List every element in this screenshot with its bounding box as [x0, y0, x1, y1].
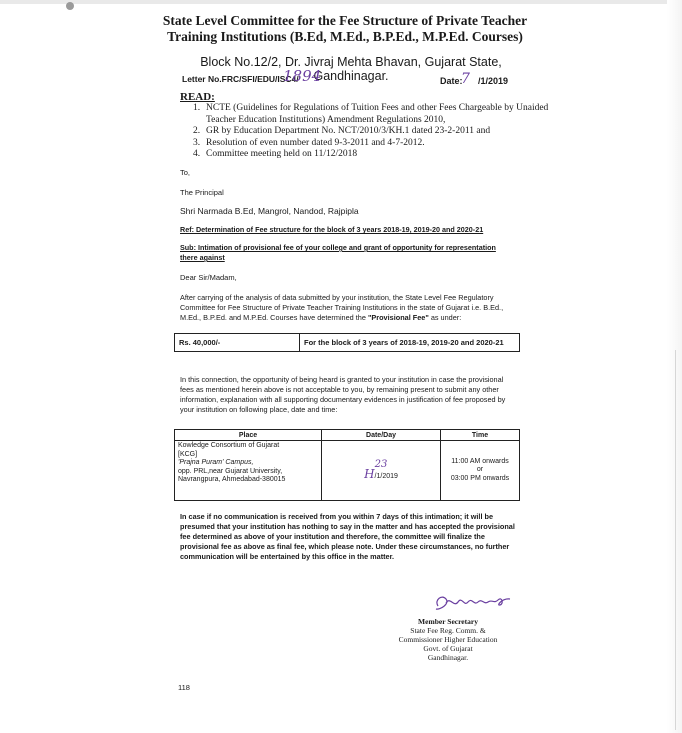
addressee: The Principal [180, 188, 224, 197]
date-month-year: /1/2019 [374, 472, 398, 480]
scan-dot-mark [66, 2, 74, 10]
reference-item: 1. NCTE (Guidelines for Regulations of Tuition Fees and other Fees Chargeable by Unaided Teacher Education Institutions) Amendment Regulations 2010, [193, 103, 549, 125]
provisional-fee-table [174, 333, 520, 352]
time-cell: 11:00 AM onwards or 03:00 PM onwards [441, 441, 520, 501]
letter-number-label: Letter No.FRC/SFI/EDU/ISC4/ [182, 74, 299, 84]
place-cell: Kowledge Consortium of Gujarat [KCG] 'Prajna Puram' Campus, opp. PRL,near Gujarat University, Navrangpura, Ahmedabad-380015 [175, 441, 322, 501]
date-label: Date: [440, 76, 463, 86]
salutation: Dear Sir/Madam, [180, 273, 237, 282]
reference-line: Ref: Determination of Fee structure for the block of 3 years 2018-19, 2019-20 and 2020-21 [180, 225, 484, 234]
to-line: To, [180, 168, 191, 177]
handwritten-signature [432, 590, 514, 614]
institution-name: Shri Narmada B.Ed, Mangrol, Nandod, Rajpipla [180, 206, 359, 216]
read-heading: READ: [180, 91, 215, 103]
table-row [175, 441, 520, 501]
date-printed: /1/2019 [478, 76, 509, 86]
scan-edge-line [675, 350, 676, 730]
paragraph-hearing: In this connection, the opportunity of being heard is granted to your institution in case the provisional fees as mentioned herein above is not acceptable to you, by remaining present to submit any other information, explanation with all supporting documentary evidences in justification of fee proposed by your institution on following place, date and time: [180, 375, 506, 414]
reference-item: 3. Resolution of even number dated 9-3-2011 and 4-7-2012. [193, 137, 425, 148]
page-number: 118 [178, 683, 190, 692]
letterhead-address: Block No.12/2, Dr. Jivraj Mehta Bhavan, Gujarat State, Gandhinagar. [200, 55, 502, 83]
fee-period: For the block of 3 years of 2018-19, 2019-20 and 2020-21 [300, 334, 520, 352]
reference-list [193, 103, 553, 161]
fee-amount: Rs. 40,000/- [175, 334, 300, 352]
column-header-place: Place [175, 430, 322, 441]
title-line-2: Training Institutions (B.Ed, M.Ed., B.P.Ed., M.P.Ed. Courses) [167, 29, 523, 44]
scan-edge [0, 0, 682, 4]
reference-item: 2. GR by Education Department No. NCT/2010/3/KH.1 dated 23-2-2011 and [193, 126, 491, 136]
letter-number-handwritten: 1894 [283, 67, 322, 85]
signatory-block: Member Secretary State Fee Reg. Comm. & Commissioner Higher Education Govt. of Gujarat Gandhinagar. [398, 617, 498, 662]
date-handwritten-top: 23 [374, 458, 388, 470]
reference-item: 4. Committee meeting held on 11/12/2018 [193, 149, 358, 159]
paragraph-no-communication: In case if no communication is received from you within 7 days of this intimation; it will be presumed that your institution has nothing to say in the matter and has accepted the provisional fee determined as above of your institution and therefore, the committee will finalize the provisional fee as above as final fee, which please note. Under these circumstances, no further communication will be entertained by this office in the matter. [180, 512, 515, 561]
date-day-handwritten: H [364, 466, 375, 481]
title-line-1: State Level Committee for the Fee Structure of Private Teacher [162, 13, 528, 28]
date-handwritten: 7 [461, 71, 470, 87]
signatory-title: Member Secretary [418, 617, 478, 626]
column-header-time: Time [441, 430, 520, 441]
column-header-date: Date/Day [322, 430, 441, 441]
subject-line: Sub: Intimation of provisional fee of your college and grant of opportunity for representation there against [180, 243, 496, 262]
letterhead-title [150, 13, 540, 45]
paragraph-analysis: After carrying of the analysis of data submitted by your institution, the State Level Fee Regulatory Committee for Fee Structure of Private Teacher Training Institutions in the state of Gujarat i.e. B.Ed., M.Ed., B.P.Ed. and M.P.Ed. Courses have determined the "Provisional Fee" as under: [180, 293, 504, 322]
date-cell [322, 441, 441, 501]
hearing-schedule-table [174, 429, 520, 501]
